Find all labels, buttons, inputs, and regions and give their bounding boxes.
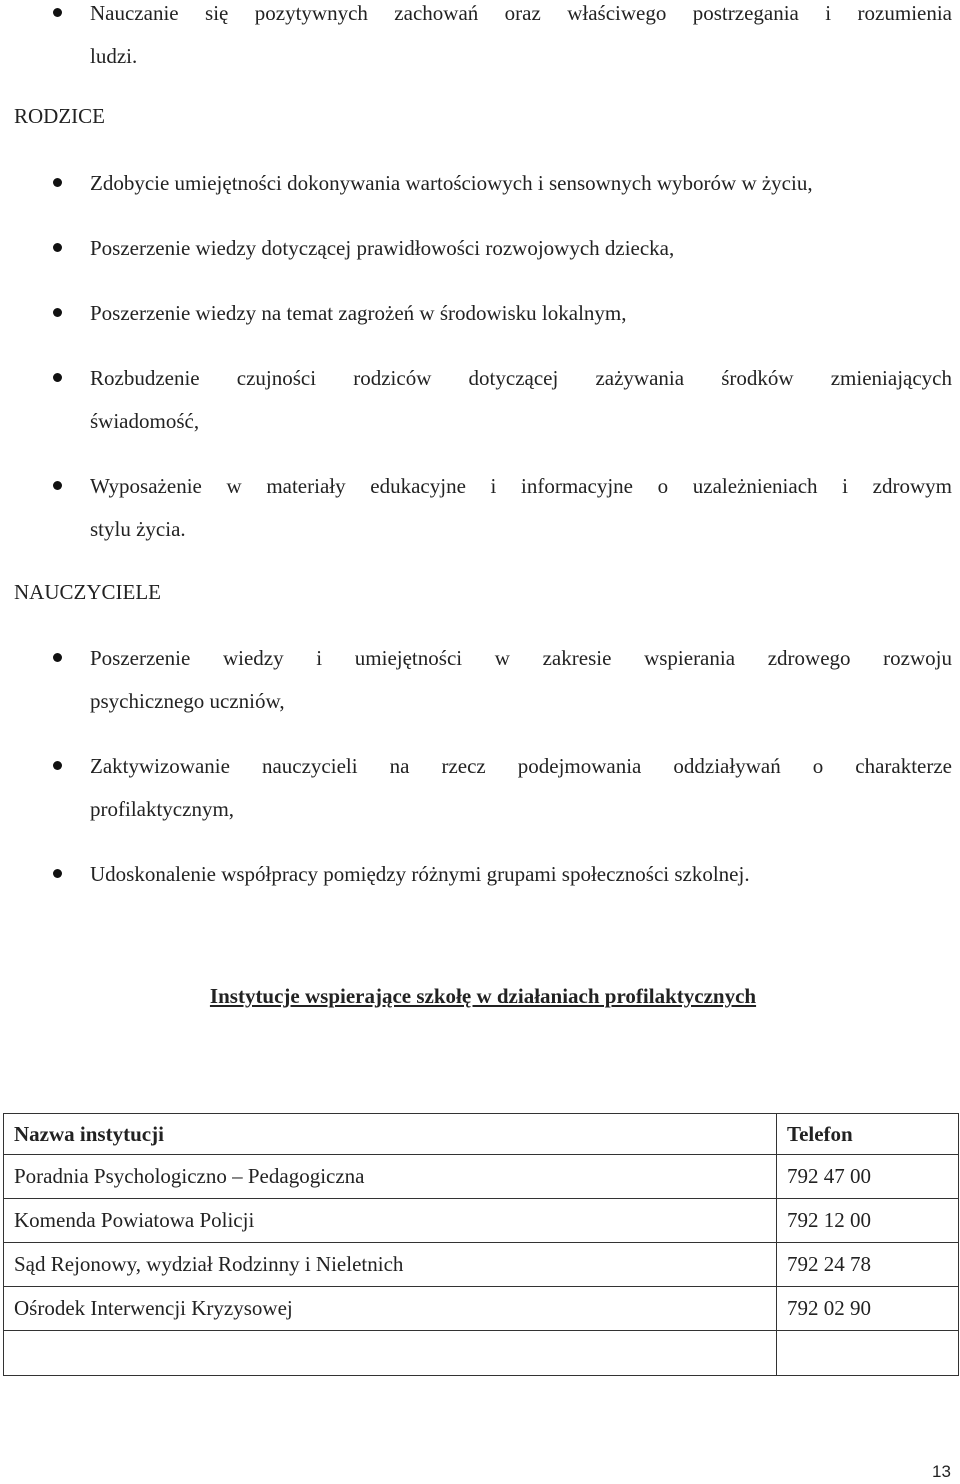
teachers-item-line1: Poszerzenie wiedzy i umiejętności w zakresie wspierania zdrowego rozwoju bbox=[90, 646, 952, 670]
intro-item-line2: ludzi. bbox=[90, 44, 138, 68]
teachers-list-item bbox=[90, 853, 952, 896]
parents-item-line2: świadomość, bbox=[90, 409, 200, 433]
parents-list-item bbox=[90, 465, 952, 551]
header-name: Nazwa instytucji bbox=[4, 1114, 777, 1155]
parents-heading: RODZICE bbox=[14, 104, 105, 128]
teachers-item-line2: profilaktycznym, bbox=[90, 797, 235, 821]
institutions-table bbox=[3, 1113, 959, 1376]
parents-item-line1: Rozbudzenie czujności rodziców dotyczącej zażywania środków zmieniających bbox=[90, 366, 952, 390]
table-row bbox=[4, 1243, 959, 1287]
table-row bbox=[4, 1155, 959, 1199]
parents-list-item bbox=[90, 162, 952, 205]
institution-name: Komenda Powiatowa Policji bbox=[4, 1199, 777, 1243]
teachers-item-line2: psychicznego uczniów, bbox=[90, 689, 285, 713]
parents-item-line1: Wyposażenie w materiały edukacyjne i informacyjne o uzależnieniach i zdrowym bbox=[90, 474, 952, 498]
table-row bbox=[4, 1287, 959, 1331]
bullet-icon bbox=[53, 178, 62, 187]
bullet-icon bbox=[53, 8, 62, 17]
teachers-list-item bbox=[90, 637, 952, 723]
bullet-icon bbox=[53, 308, 62, 317]
parents-item-text: Poszerzenie wiedzy na temat zagrożeń w środowisku lokalnym, bbox=[90, 301, 627, 325]
institution-phone: 792 24 78 bbox=[777, 1243, 959, 1287]
empty-cell bbox=[4, 1331, 777, 1376]
bullet-icon bbox=[53, 373, 62, 382]
bullet-icon bbox=[53, 653, 62, 662]
institution-name: Poradnia Psychologiczno – Pedagogiczna bbox=[4, 1155, 777, 1199]
bullet-icon bbox=[53, 481, 62, 490]
teachers-item-line1: Zaktywizowanie nauczycieli na rzecz podejmowania oddziaływań o charakterze bbox=[90, 754, 952, 778]
bullet-icon bbox=[53, 243, 62, 252]
parents-list-item bbox=[90, 227, 952, 270]
table-header-row bbox=[4, 1114, 959, 1155]
bullet-icon bbox=[53, 761, 62, 770]
institution-phone: 792 12 00 bbox=[777, 1199, 959, 1243]
teachers-heading: NAUCZYCIELE bbox=[14, 580, 161, 604]
parents-list-item bbox=[90, 357, 952, 443]
teachers-item-text: Udoskonalenie współpracy pomiędzy różnymi grupami społeczności szkolnej. bbox=[90, 862, 750, 886]
table-row bbox=[4, 1199, 959, 1243]
institution-phone: 792 47 00 bbox=[777, 1155, 959, 1199]
table-row-empty bbox=[4, 1331, 959, 1376]
institution-name: Sąd Rejonowy, wydział Rodzinny i Nieletnich bbox=[4, 1243, 777, 1287]
intro-item-line1: Nauczanie się pozytywnych zachowań oraz właściwego postrzegania i rozumienia bbox=[90, 1, 952, 25]
parents-item-text: Poszerzenie wiedzy dotyczącej prawidłowości rozwojowych dziecka, bbox=[90, 236, 675, 260]
empty-cell bbox=[777, 1331, 959, 1376]
intro-list-item bbox=[90, 0, 952, 78]
parents-list-item bbox=[90, 292, 952, 335]
institution-phone: 792 02 90 bbox=[777, 1287, 959, 1331]
bullet-icon bbox=[53, 869, 62, 878]
page-number: 13 bbox=[932, 1462, 951, 1481]
parents-item-line2: stylu życia. bbox=[90, 517, 186, 541]
teachers-list-item bbox=[90, 745, 952, 831]
institution-name: Ośrodek Interwencji Kryzysowej bbox=[4, 1287, 777, 1331]
parents-item-text: Zdobycie umiejętności dokonywania wartościowych i sensownych wyborów w życiu, bbox=[90, 171, 813, 195]
header-phone: Telefon bbox=[777, 1114, 959, 1155]
institutions-title: Instytucje wspierające szkołę w działaniach profilaktycznych bbox=[209, 984, 757, 1008]
